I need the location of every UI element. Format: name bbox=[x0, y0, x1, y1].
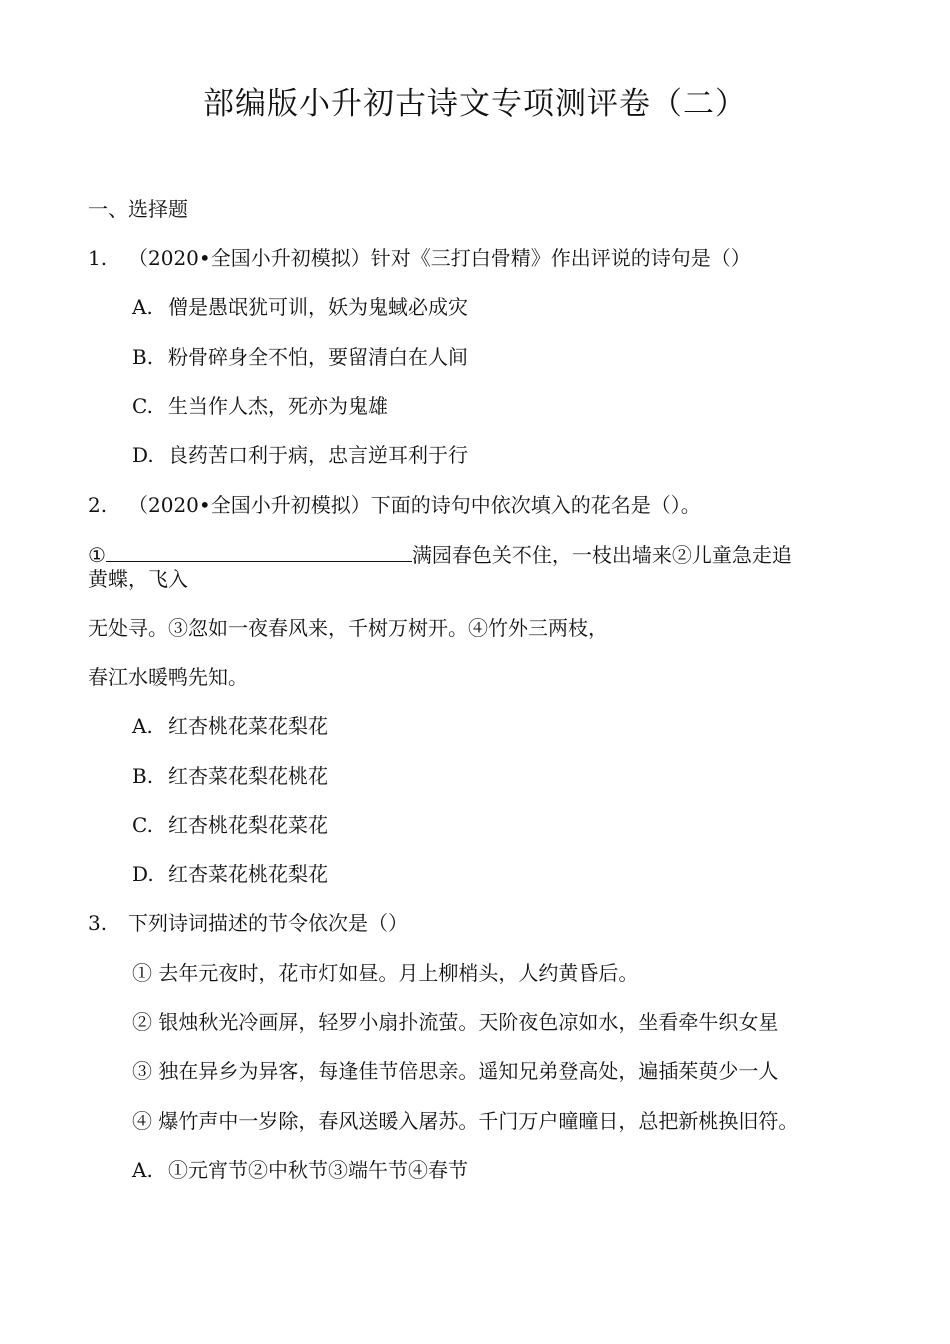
option-text: ①元宵节②中秋节③端午节④春节 bbox=[168, 1158, 468, 1182]
q3-poem-2: ② 银烛秋光冷画屏，轻罗小扇扑流萤。天阶夜色凉如水，坐看牵牛织女星 bbox=[132, 1010, 779, 1034]
option-text: 红杏菜花桃花梨花 bbox=[168, 862, 328, 886]
q1-option-b bbox=[132, 344, 468, 370]
page-title: 部编版小升初古诗文专项测评卷（二） bbox=[203, 86, 747, 122]
option-text: 生当作人杰，死亦为鬼雄 bbox=[168, 394, 388, 418]
question-2 bbox=[88, 492, 701, 518]
q2-option-d bbox=[132, 861, 328, 887]
option-label: B. bbox=[132, 764, 154, 788]
q3-option-a bbox=[132, 1157, 468, 1183]
option-text: 红杏菜花梨花桃花 bbox=[168, 764, 328, 788]
q3-poem-3: ③ 独在异乡为异客，每逢佳节倍思亲。遥知兄弟登高处，遍插茱萸少一人 bbox=[132, 1059, 779, 1083]
poem-text: 满园春色关不住，一枝出墙来②儿童急走追 bbox=[411, 543, 792, 567]
option-label: A. bbox=[132, 714, 153, 738]
option-text: 红杏桃花菜花梨花 bbox=[168, 714, 328, 738]
q2-poem-line-1 bbox=[88, 541, 792, 568]
q1-option-c bbox=[132, 393, 388, 419]
option-label: D. bbox=[132, 862, 154, 886]
option-label: B. bbox=[132, 345, 154, 369]
circled-number: ① bbox=[88, 543, 106, 567]
q1-option-a bbox=[132, 294, 468, 320]
option-text: 良药苦口利于病，忠言逆耳利于行 bbox=[168, 443, 468, 467]
q2-option-b bbox=[132, 763, 328, 789]
q3-poem-4: ④ 爆竹声中一岁除，春风送暖入屠苏。千门万户曈曈日，总把新桃换旧符。 bbox=[132, 1109, 799, 1133]
option-label: A. bbox=[132, 295, 153, 319]
q2-option-c bbox=[132, 812, 328, 838]
question-1 bbox=[88, 245, 751, 271]
q2-poem-line-3: 无处寻。③忽如一夜春风来，千树万树开。④竹外三两枝， bbox=[88, 616, 608, 640]
q2-option-a bbox=[132, 713, 328, 739]
question-number: 1. bbox=[88, 246, 108, 270]
question-3 bbox=[88, 910, 408, 936]
question-stem: （2020•全国小升初模拟）针对《三打白骨精》作出评说的诗句是（） bbox=[128, 246, 751, 270]
option-text: 粉骨碎身全不怕，要留清白在人间 bbox=[168, 345, 468, 369]
q1-option-d bbox=[132, 442, 468, 468]
question-stem: （2020•全国小升初模拟）下面的诗句中依次填入的花名是（）。 bbox=[128, 493, 701, 517]
q2-poem-line-2: 黄蝶，飞入 bbox=[88, 567, 188, 591]
question-stem: 下列诗词描述的节令依次是（） bbox=[128, 911, 408, 935]
q3-poem-1: ① 去年元夜时，花市灯如昼。月上柳梢头，人约黄昏后。 bbox=[132, 961, 639, 985]
option-label: C. bbox=[132, 394, 153, 418]
section-heading: 一、选择题 bbox=[88, 197, 188, 221]
option-label: C. bbox=[132, 813, 153, 837]
option-label: A. bbox=[132, 1158, 153, 1182]
option-text: 僧是愚氓犹可训，妖为鬼蜮必成灾 bbox=[168, 295, 468, 319]
fill-in-blank bbox=[106, 541, 412, 562]
q2-poem-line-4: 春江水暖鸭先知。 bbox=[88, 665, 248, 689]
question-number: 3. bbox=[88, 911, 108, 935]
question-number: 2. bbox=[88, 493, 108, 517]
option-text: 红杏桃花梨花菜花 bbox=[168, 813, 328, 837]
option-label: D. bbox=[132, 443, 154, 467]
